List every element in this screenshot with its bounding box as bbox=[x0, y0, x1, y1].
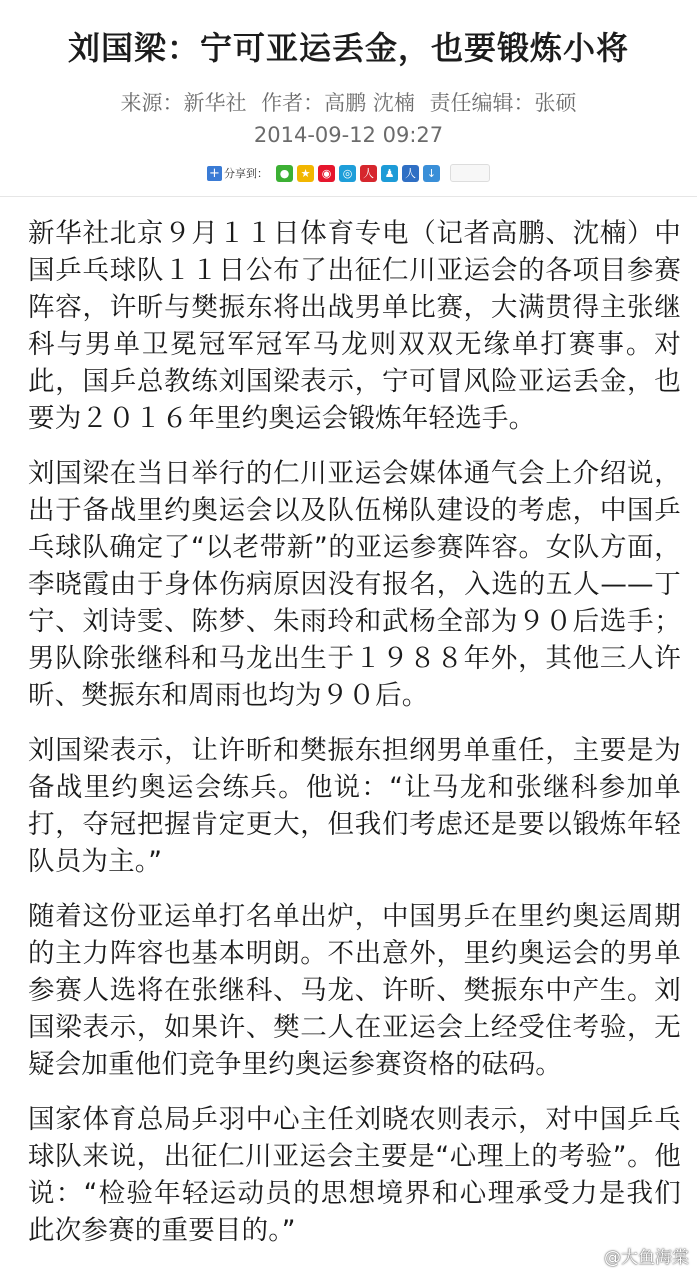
paragraph: 刘国梁表示，让许昕和樊振东担纲男单重任，主要是为备战里约奥运会练兵。他说：“让马龙和张继科参加单打，夺冠把握肯定更大，但我们考虑还是要以锻炼年轻队员为主。” bbox=[28, 735, 681, 877]
author-label: 作者：高鹏 沈楠 bbox=[261, 91, 415, 115]
article-title: 刘国梁：宁可亚运丢金，也要锻炼小将 bbox=[67, 29, 629, 67]
people-icon[interactable]: 人 bbox=[402, 165, 419, 182]
article-header bbox=[0, 0, 697, 197]
source-label: 来源：新华社 bbox=[120, 91, 247, 115]
header-divider bbox=[0, 196, 697, 197]
more-icon[interactable]: ↓ bbox=[423, 165, 440, 182]
tencent-weibo-icon[interactable]: ◎ bbox=[339, 165, 356, 182]
paragraph: 刘国梁在当日举行的仁川亚运会媒体通气会上介绍说，出于备战里约奥运会以及队伍梯队建设的考虑，中国乒乓球队确定了“以老带新”的亚运参赛阵容。女队方面，李晓霞由于身体伤病原因没有报名，入选的五人——丁宁、刘诗雯、陈梦、朱雨玲和武杨全部为９０后选手；男队除张继科和马龙出生于１９８８年外，其他三人许昕、樊振东和周雨也均为９０后。 bbox=[28, 458, 681, 711]
paragraph: 新华社北京９月１１日体育专电（记者高鹏、沈楠）中国乒乓球队１１日公布了出征仁川亚运会的各项目参赛阵容，许昕与樊振东将出战男单比赛，大满贯得主张继科与男单卫冕冠军冠军马龙则双双无缘单打赛事。对此，国乒总教练刘国梁表示，宁可冒风险亚运丢金，也要为２０１６年里约奥运会锻炼年轻选手。 bbox=[28, 218, 681, 434]
article-meta bbox=[0, 88, 697, 118]
wechat-icon[interactable]: ● bbox=[276, 165, 293, 182]
paragraph: 随着这份亚运单打名单出炉，中国男乒在里约奥运周期的主力阵容也基本明朗。不出意外，里约奥运会的男单参赛人选将在张继科、马龙、许昕、樊振东中产生。刘国梁表示，如果许、樊二人在亚运会上经受住考验，无疑会加重他们竞争里约奥运参赛资格的砝码。 bbox=[28, 901, 681, 1080]
share-label bbox=[207, 165, 268, 181]
watermark: @大鱼海棠 bbox=[604, 1248, 689, 1268]
qzone-icon[interactable]: ★ bbox=[297, 165, 314, 182]
weibo-icon[interactable]: ◉ bbox=[318, 165, 335, 182]
qq-icon[interactable]: ♟ bbox=[381, 165, 398, 182]
share-plus-icon[interactable]: + bbox=[207, 166, 222, 181]
editor-label: 责任编辑：张硕 bbox=[429, 91, 577, 115]
paragraph: 国家体育总局乒羽中心主任刘晓农则表示，对中国乒乓球队来说，出征仁川亚运会主要是“心理上的考验”。他说：“检验年轻运动员的思想境界和心理承受力是我们此次参赛的重要目的。” bbox=[28, 1104, 681, 1246]
share-count-box bbox=[450, 164, 490, 182]
article-body bbox=[0, 215, 697, 1249]
renren-icon[interactable]: 人 bbox=[360, 165, 377, 182]
publish-date: 2014-09-12 09:27 bbox=[253, 123, 444, 147]
share-label-text: 分享到： bbox=[224, 167, 268, 180]
share-bar bbox=[0, 162, 697, 184]
